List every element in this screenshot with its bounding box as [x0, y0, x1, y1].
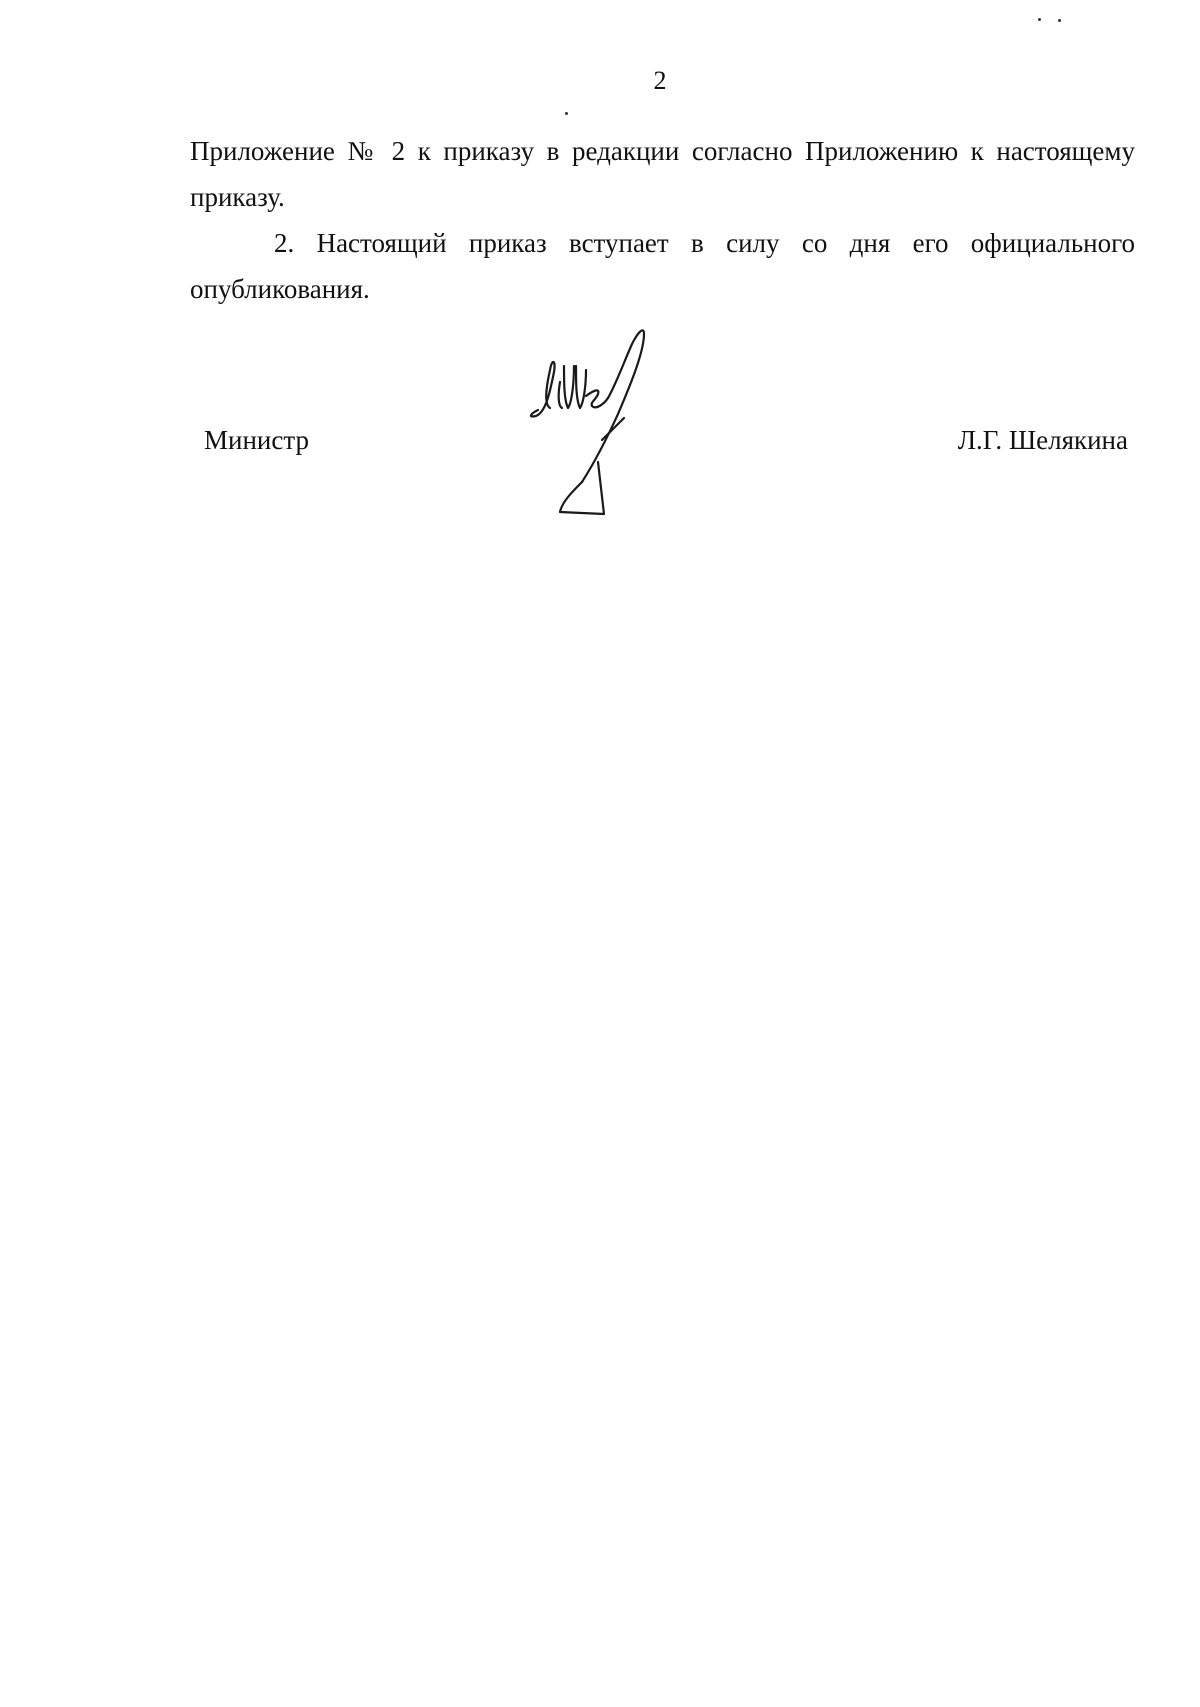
- scan-speck: [1058, 19, 1061, 22]
- paragraph-effective-date: 2. Настоящий приказ вступает в силу со дня его официального опубликования.: [190, 228, 1135, 304]
- scan-speck: [565, 112, 568, 115]
- signature-icon: [520, 322, 710, 532]
- scan-speck: [1038, 18, 1041, 21]
- signer-name: Л.Г. Шелякина: [957, 425, 1128, 455]
- document-body: [190, 128, 1135, 312]
- signer-title: Министр: [204, 425, 309, 455]
- paragraph-appendix: Приложение № 2 к приказу в редакции согласно Приложению к настоящему приказу.: [190, 136, 1135, 212]
- page-number: 2: [653, 66, 667, 95]
